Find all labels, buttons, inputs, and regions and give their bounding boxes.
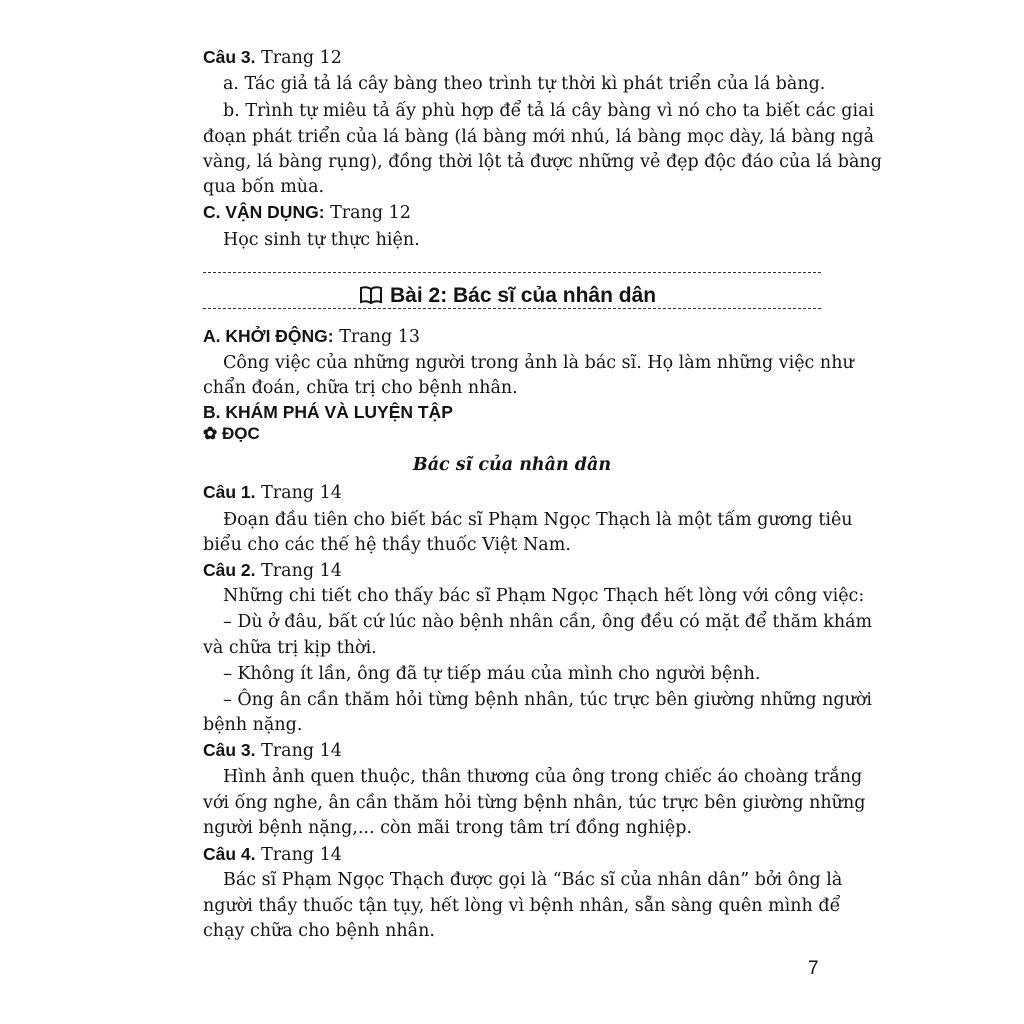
answer-line: và chữa trị kịp thời. <box>203 638 377 658</box>
answer-line: – Ông ân cần thăm hỏi từng bệnh nhân, túc trực bên giường những người <box>223 690 873 710</box>
lesson-title: Bài 2: Bác sĩ của nhân dân <box>360 283 656 312</box>
flower-icon: ✿ <box>203 424 218 443</box>
question-heading: Câu 1. Trang 14 <box>203 482 342 503</box>
section-heading-van-dung: C. VẬN DỤNG: Trang 12 <box>203 202 411 223</box>
question-heading: Câu 2. Trang 14 <box>203 560 342 581</box>
reading-title: Bác sĩ của nhân dân <box>412 455 612 475</box>
answer-line: bệnh nặng. <box>203 715 303 735</box>
answer-line: với ống nghe, ân cần thăm hỏi từng bệnh nhân, túc trực bên giường những <box>203 793 866 813</box>
answer-line: Công việc của những người trong ảnh là bác sĩ. Họ làm những việc như <box>223 353 854 373</box>
answer-line: qua bốn mùa. <box>203 177 325 197</box>
answer-line: Đoạn đầu tiên cho biết bác sĩ Phạm Ngọc Thạch là một tấm gương tiêu <box>223 510 853 530</box>
answer-line: người bệnh nặng,... còn mãi trong tâm trí đồng nghiệp. <box>203 818 693 838</box>
doc-label: ✿ ĐỌC <box>203 424 260 443</box>
answer-line: đoạn phát triển của lá bàng (lá bàng mới nhú, lá bàng mọc dày, lá bàng ngả <box>203 127 875 147</box>
answer-line: Bác sĩ Phạm Ngọc Thạch được gọi là “Bác sĩ của nhân dân” bởi ông là <box>223 870 843 890</box>
answer-line: chẩn đoán, chữa trị cho bệnh nhân. <box>203 378 518 398</box>
divider <box>203 272 821 273</box>
question-heading: Câu 3. Trang 14 <box>203 740 342 761</box>
answer-line: – Dù ở đâu, bất cứ lúc nào bệnh nhân cần, ông đều có mặt để thăm khám <box>223 612 873 632</box>
page-number: 7 <box>808 958 819 979</box>
answer-line: Học sinh tự thực hiện. <box>223 230 420 250</box>
answer-line: Hình ảnh quen thuộc, thân thương của ông trong chiếc áo choàng trắng <box>223 767 863 787</box>
section-heading-khoi-dong: A. KHỞI ĐỘNG: Trang 13 <box>203 326 420 347</box>
answer-line: – Không ít lần, ông đã tự tiếp máu của mình cho người bệnh. <box>223 664 761 684</box>
answer-line: chạy chữa cho bệnh nhân. <box>203 921 435 941</box>
answer-line: biểu cho các thế hệ thầy thuốc Việt Nam. <box>203 535 571 555</box>
answer-line: người thầy thuốc tận tụy, hết lòng vì bệnh nhân, sẵn sàng quên mình để <box>203 896 841 916</box>
section-heading-kham-pha: B. KHÁM PHÁ VÀ LUYỆN TẬP <box>203 402 453 422</box>
answer-line: vàng, lá bàng rụng), đồng thời lột tả được những vẻ đẹp độc đáo của lá bàng <box>203 152 882 172</box>
answer-line: Những chi tiết cho thấy bác sĩ Phạm Ngọc Thạch hết lòng với công việc: <box>223 586 865 606</box>
answer-line: a. Tác giả tả lá cây bàng theo trình tự thời kì phát triển của lá bàng. <box>223 74 826 94</box>
answer-line: b. Trình tự miêu tả ấy phù hợp để tả lá cây bàng vì nó cho ta biết các giai <box>223 101 875 121</box>
divider <box>203 308 821 309</box>
question-heading: Câu 4. Trang 14 <box>203 844 342 865</box>
question-heading: Câu 3. Trang 12 <box>203 47 342 68</box>
